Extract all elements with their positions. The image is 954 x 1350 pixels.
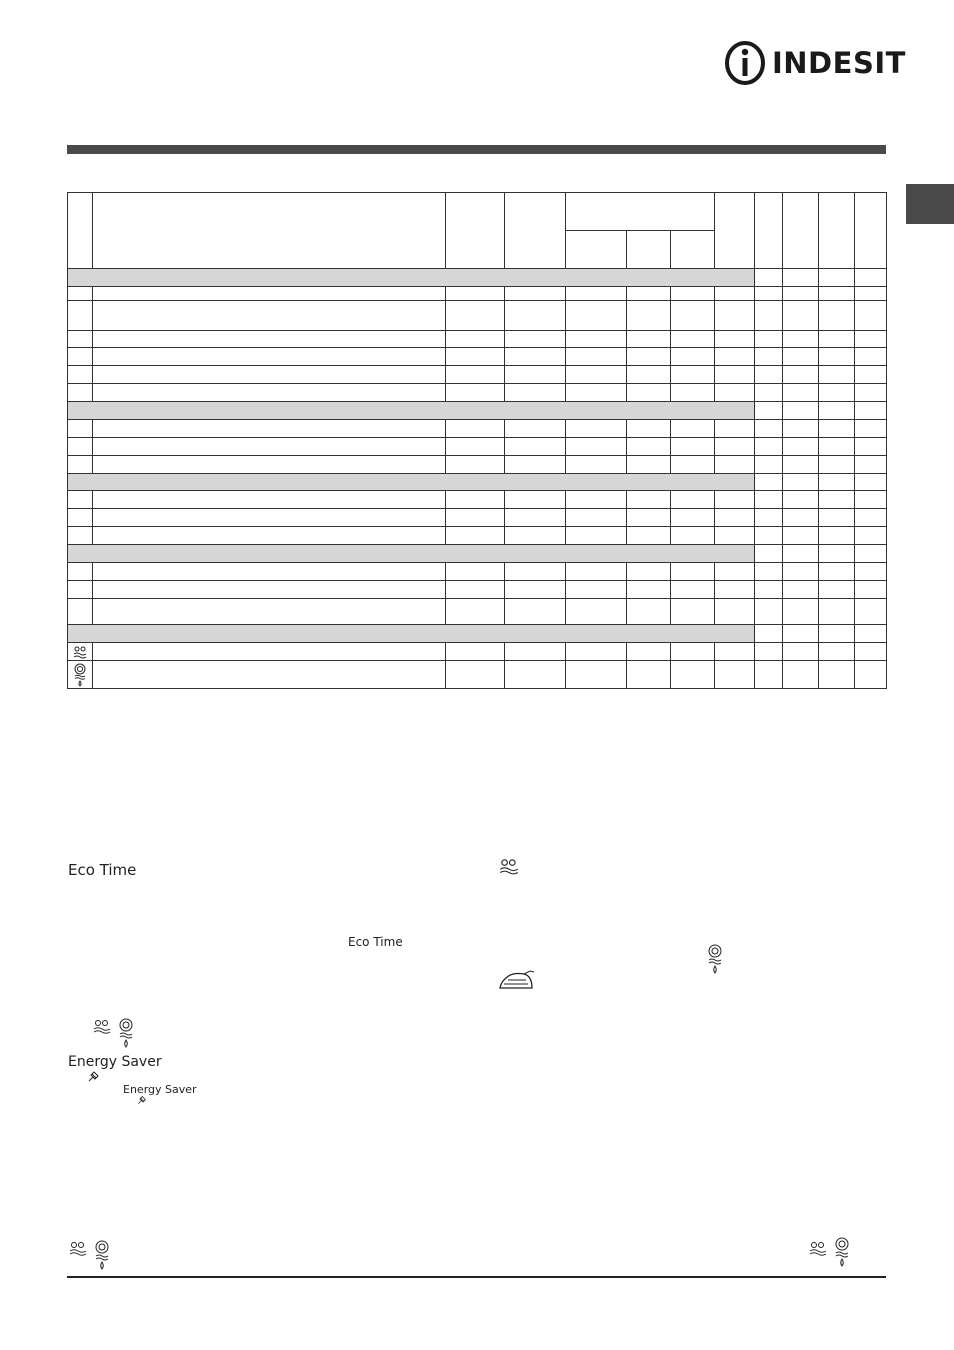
table-group-row bbox=[68, 474, 887, 491]
energy-saver-wordmark-small: Energy Saver bbox=[123, 1083, 197, 1096]
table-row bbox=[68, 661, 887, 689]
footer-rule bbox=[67, 1276, 886, 1278]
table-group-row bbox=[68, 269, 887, 287]
language-tab bbox=[906, 184, 954, 224]
table-row bbox=[68, 599, 887, 625]
eco-time-wordmark-small: Eco Time bbox=[348, 935, 403, 949]
header-cell bbox=[627, 231, 671, 269]
timed-drying-icon bbox=[72, 663, 88, 687]
table-group-row bbox=[68, 625, 887, 643]
table-row bbox=[68, 643, 887, 661]
mixed-drying-icon bbox=[92, 1018, 112, 1036]
header-cell bbox=[505, 193, 566, 269]
ironing-icon bbox=[498, 970, 536, 990]
header-cell bbox=[671, 231, 715, 269]
brand-logo bbox=[724, 40, 906, 86]
indesit-logo-icon bbox=[724, 40, 768, 86]
table-row bbox=[68, 491, 887, 509]
table-row bbox=[68, 420, 887, 438]
mixed-drying-icon bbox=[498, 857, 520, 877]
header-cell bbox=[855, 193, 887, 269]
header-cell bbox=[755, 193, 783, 269]
header-cell bbox=[819, 193, 855, 269]
header-cell bbox=[783, 193, 819, 269]
table-row bbox=[68, 301, 887, 331]
table-row bbox=[68, 456, 887, 474]
energy-saver-plug-icon bbox=[136, 1095, 147, 1106]
timed-drying-icon bbox=[705, 944, 725, 974]
mixed-drying-icon bbox=[72, 644, 88, 660]
table-row bbox=[68, 348, 887, 366]
table-group-row bbox=[68, 545, 887, 563]
timed-drying-icon bbox=[116, 1018, 136, 1048]
table-header-row bbox=[68, 193, 887, 231]
timed-drying-icon bbox=[832, 1237, 852, 1267]
eco-time-wordmark: Eco Time bbox=[68, 861, 137, 879]
mixed-drying-icon bbox=[68, 1240, 88, 1258]
timed-drying-icon bbox=[92, 1240, 112, 1270]
header-cell bbox=[566, 231, 627, 269]
table-row bbox=[68, 438, 887, 456]
table-row bbox=[68, 366, 887, 384]
energy-saver-wordmark: Energy Saver bbox=[68, 1054, 162, 1070]
energy-saver-plug-icon bbox=[86, 1070, 100, 1084]
programme-table bbox=[67, 192, 887, 689]
header-cell bbox=[715, 193, 755, 269]
table-row bbox=[68, 331, 887, 348]
header-cell bbox=[68, 193, 93, 269]
header-cell bbox=[446, 193, 505, 269]
header-cell bbox=[93, 193, 446, 269]
table-group-row bbox=[68, 402, 887, 420]
mixed-drying-icon bbox=[808, 1240, 828, 1258]
header-rule bbox=[67, 145, 886, 154]
table-row bbox=[68, 287, 887, 301]
table-row bbox=[68, 581, 887, 599]
brand-name: INDESIT bbox=[772, 46, 906, 80]
table-row bbox=[68, 527, 887, 545]
table-row bbox=[68, 563, 887, 581]
header-cell bbox=[566, 193, 715, 231]
table-row bbox=[68, 509, 887, 527]
table-row bbox=[68, 384, 887, 402]
